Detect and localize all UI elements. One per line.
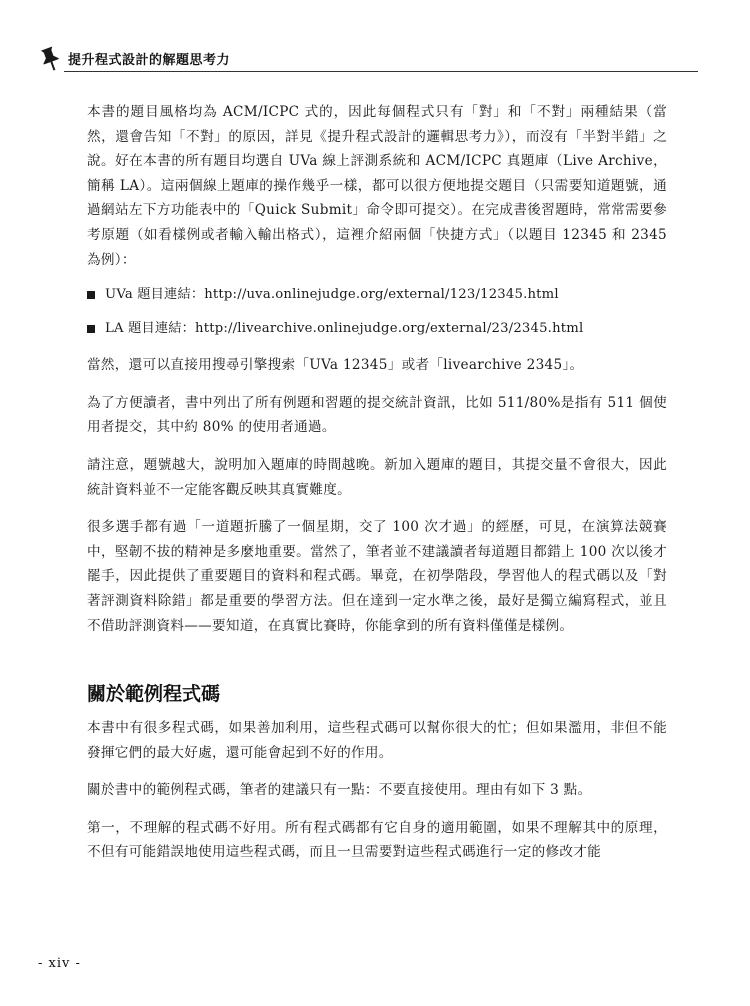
difficulty-note-paragraph: 請注意，題號越大，說明加入題庫的時間越晚。新加入題庫的題目，其提交量不會很大，因此統計資料並不一定能客觀反映其真實難度。 xyxy=(87,456,667,498)
statistics-paragraph: 為了方便讀者，書中列出了所有例題和習題的提交統計資訊，比如 511/80%是指有 511 個使用者提交，其中約 80% 的使用者通過。 xyxy=(87,394,667,436)
section-paragraph: 關於書中的範例程式碼，筆者的建議只有一點：不要直接使用。理由有如下 3 點。 xyxy=(87,782,592,799)
section-heading: 關於範例程式碼 xyxy=(87,683,221,706)
bullet-text: UVa 題目連結：http://uva.onlinejudge.org/external/123/12345.html xyxy=(105,287,559,303)
perseverance-paragraph: 很多選手都有過「一道題折騰了一個星期，交了 100 次才過」的經歷，可見，在演算法競賽中，堅韌不拔的精神是多麼地重要。當然了，筆者並不建議讀者每道題目都錯上 100 次以後才罷手，因此提供了重要題目的資料和程式碼。畢竟，在初學階段，學習他人的程式碼以及「對著評測資料除錯」都是重要的學習方法。但在達到一定水準之後，最好是獨立編寫程式，並且不借助評測資料——要知道，在真實比賽時，你能拿到的所有資料僅僅是樣例。 xyxy=(87,519,667,634)
bullet-item-uva-link xyxy=(87,285,667,305)
bullet-text: LA 題目連結：http://livearchive.onlinejudge.org/external/23/2345.html xyxy=(105,321,584,337)
running-header xyxy=(0,40,750,80)
intro-paragraph: 本書的題目風格均為 ACM/ICPC 式的，因此每個程式只有「對」和「不對」兩種結果（當然，還會告知「不對」的原因，詳見《提升程式設計的邏輯思考力》），而沒有「半對半錯」之說。好在本書的所有題目均選自 UVa 線上評測系統和 ACM/ICPC 真題庫（Live Archive，簡稱 LA）。這兩個線上題庫的操作幾乎一樣，都可以很方便地提交題目（只需要知道題號，通過網站左下方功能表中的「Quick Submit」命令即可提交）。在完成書後習題時，常常需要參考原題（如看樣例或者輸入輸出格式），這裡介紹兩個「快捷方式」（以題目 12345 和 2345 為例）： xyxy=(87,104,667,268)
square-bullet-icon xyxy=(87,325,95,333)
page-number: - xiv - xyxy=(38,956,81,971)
square-bullet-icon xyxy=(87,291,95,299)
section-paragraph: 第一，不理解的程式碼不好用。所有程式碼都有它自身的適用範圍，如果不理解其中的原理，不但有可能錯誤地使用這些程式碼，而且一旦需要對這些程式碼進行一定的修改才能 xyxy=(87,819,667,861)
pushpin-icon xyxy=(38,46,62,72)
header-divider xyxy=(64,71,698,72)
search-paragraph: 當然，還可以直接用搜尋引擎搜索「UVa 12345」或者「livearchive 2345」。 xyxy=(87,357,584,374)
running-header-title: 提升程式設計的解題思考力 xyxy=(68,53,231,68)
page-body xyxy=(87,100,667,878)
section-paragraph: 本書中有很多程式碼，如果善加利用，這些程式碼可以幫你很大的忙；但如果濫用，非但不能發揮它們的最大好處，還可能會起到不好的作用。 xyxy=(87,720,667,761)
bullet-item-la-link xyxy=(87,319,667,339)
